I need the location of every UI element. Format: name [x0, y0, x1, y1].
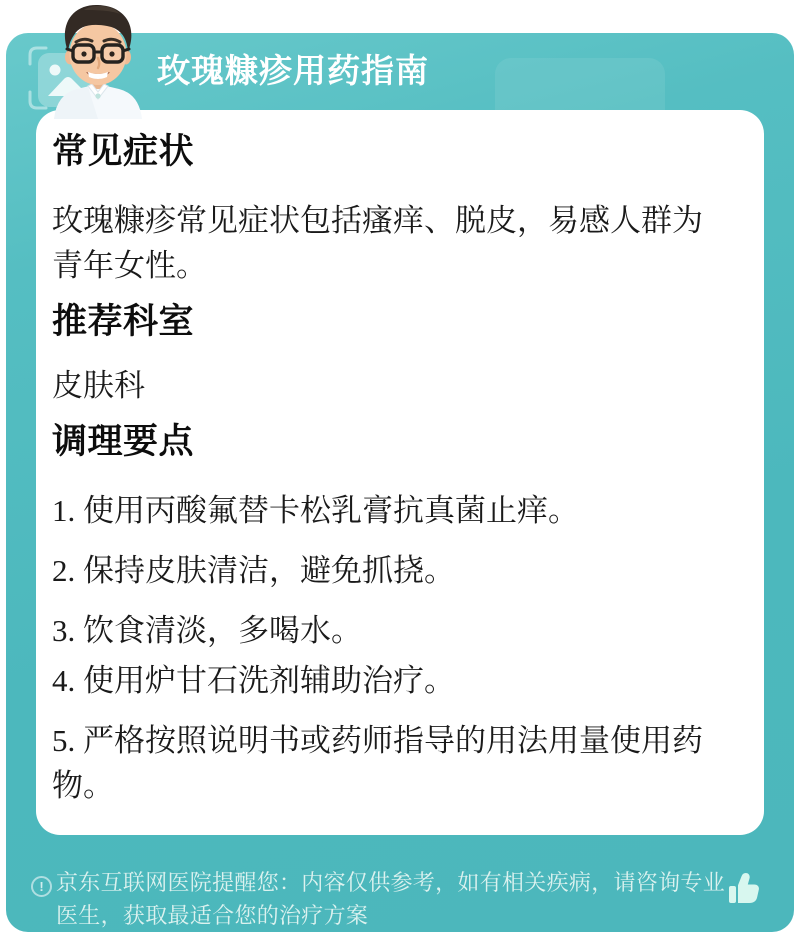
circle-exclamation-icon: !	[31, 876, 52, 897]
section-heading-care-points: 调理要点	[52, 422, 195, 461]
medication-guide-card	[36, 110, 764, 835]
section-body-department: 皮肤科	[52, 368, 145, 403]
section-heading-department: 推荐科室	[52, 302, 195, 341]
care-point-item: 2. 保持皮肤清洁，避免抓挠。	[52, 553, 455, 588]
care-point-item: 1. 使用丙酸氟替卡松乳膏抗真菌止痒。	[52, 493, 579, 528]
care-point-item: 4. 使用炉甘石洗剂辅助治疗。	[52, 663, 455, 698]
care-point-item: 3. 饮食清淡，多喝水。	[52, 613, 362, 648]
doctor-avatar	[46, 2, 150, 119]
thumbs-up-icon[interactable]	[724, 871, 762, 907]
care-point-item: 5. 严格按照说明书或药师指导的用法用量使用药物。	[52, 723, 703, 803]
card-title: 玫瑰糠疹用药指南	[157, 52, 429, 89]
section-body-symptoms: 玫瑰糠疹常见症状包括瘙痒、脱皮，易感人群为青年女性。	[52, 203, 703, 283]
disclaimer-text: 京东互联网医院提醒您：内容仅供参考，如有相关疾病，请咨询专业医生，获取最适合您的治疗方案	[56, 870, 726, 928]
section-heading-symptoms: 常见症状	[52, 132, 195, 171]
